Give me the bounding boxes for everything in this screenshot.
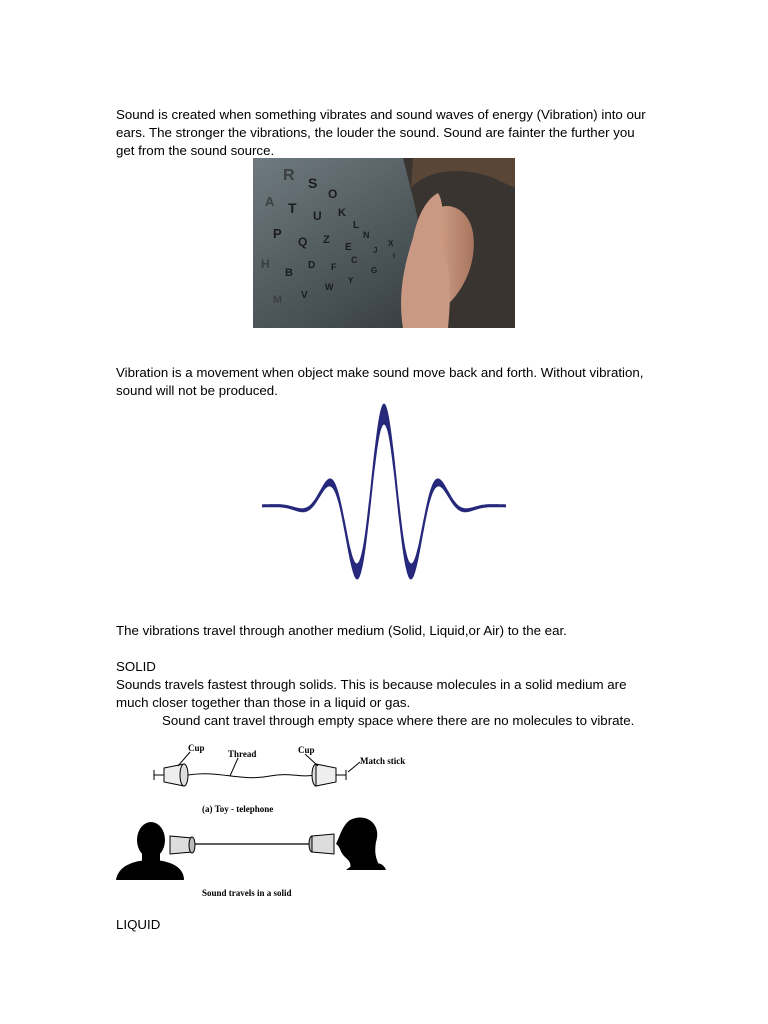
ear-listening-image	[253, 158, 515, 328]
toy-telephone-caption: (a) Toy - telephone	[202, 804, 274, 814]
sound-in-solid-diagram	[114, 806, 394, 902]
svg-text:I: I	[393, 253, 395, 260]
svg-text:R: R	[283, 167, 295, 184]
svg-text:Q: Q	[298, 235, 308, 249]
svg-text:O: O	[328, 187, 338, 201]
svg-text:E: E	[345, 242, 352, 253]
svg-text:F: F	[331, 262, 337, 272]
svg-text:S: S	[308, 175, 318, 191]
svg-text:J: J	[373, 246, 378, 255]
svg-text:T: T	[288, 200, 297, 216]
svg-text:H: H	[261, 257, 270, 271]
svg-text:K: K	[338, 207, 346, 219]
sound-wave-image	[262, 396, 506, 590]
thread-label: Thread	[228, 749, 257, 759]
svg-text:N: N	[363, 230, 370, 240]
svg-text:W: W	[325, 282, 334, 292]
solid-heading: SOLID	[116, 659, 156, 674]
liquid-heading: LIQUID	[116, 917, 161, 932]
solid-caption: Sound travels in a solid	[202, 888, 292, 898]
svg-text:V: V	[301, 290, 308, 301]
svg-text:M: M	[273, 294, 283, 306]
match-stick-label: Match stick	[360, 756, 406, 766]
cup-left-label: Cup	[188, 743, 205, 753]
vibration-paragraph: Vibration is a movement when object make sound move back and forth. Without vibration, sound will not be produced.	[116, 365, 644, 398]
left-cup	[170, 836, 195, 854]
svg-text:U: U	[313, 209, 322, 223]
solid-paragraph: Sounds travels fastest through solids. This is because molecules in a solid medium are much closer together than those in a liquid or gas.	[116, 677, 627, 710]
intro-paragraph: Sound is created when something vibrates and sound waves of energy (Vibration) into our ears. The stronger the vibrations, the louder the sound. Sound are fainter the further you get from the sound source.	[116, 107, 646, 158]
svg-text:C: C	[351, 255, 358, 265]
svg-text:Z: Z	[323, 234, 330, 246]
right-cup	[309, 834, 334, 854]
svg-text:G: G	[371, 266, 378, 275]
medium-paragraph: The vibrations travel through another medium (Solid, Liquid,or Air) to the ear.	[116, 623, 567, 638]
cup-right-label: Cup	[298, 745, 315, 755]
right-person-silhouette	[336, 817, 386, 870]
svg-text:X: X	[388, 239, 394, 248]
empty-space-paragraph: Sound cant travel through empty space where there are no molecules to vibrate.	[162, 713, 635, 728]
svg-text:A: A	[265, 194, 275, 209]
svg-text:Y: Y	[348, 276, 354, 285]
sound-wave-shape	[262, 404, 506, 580]
svg-text:B: B	[285, 267, 293, 279]
svg-text:D: D	[308, 260, 316, 271]
svg-text:L: L	[353, 220, 360, 231]
svg-text:P: P	[273, 226, 282, 241]
